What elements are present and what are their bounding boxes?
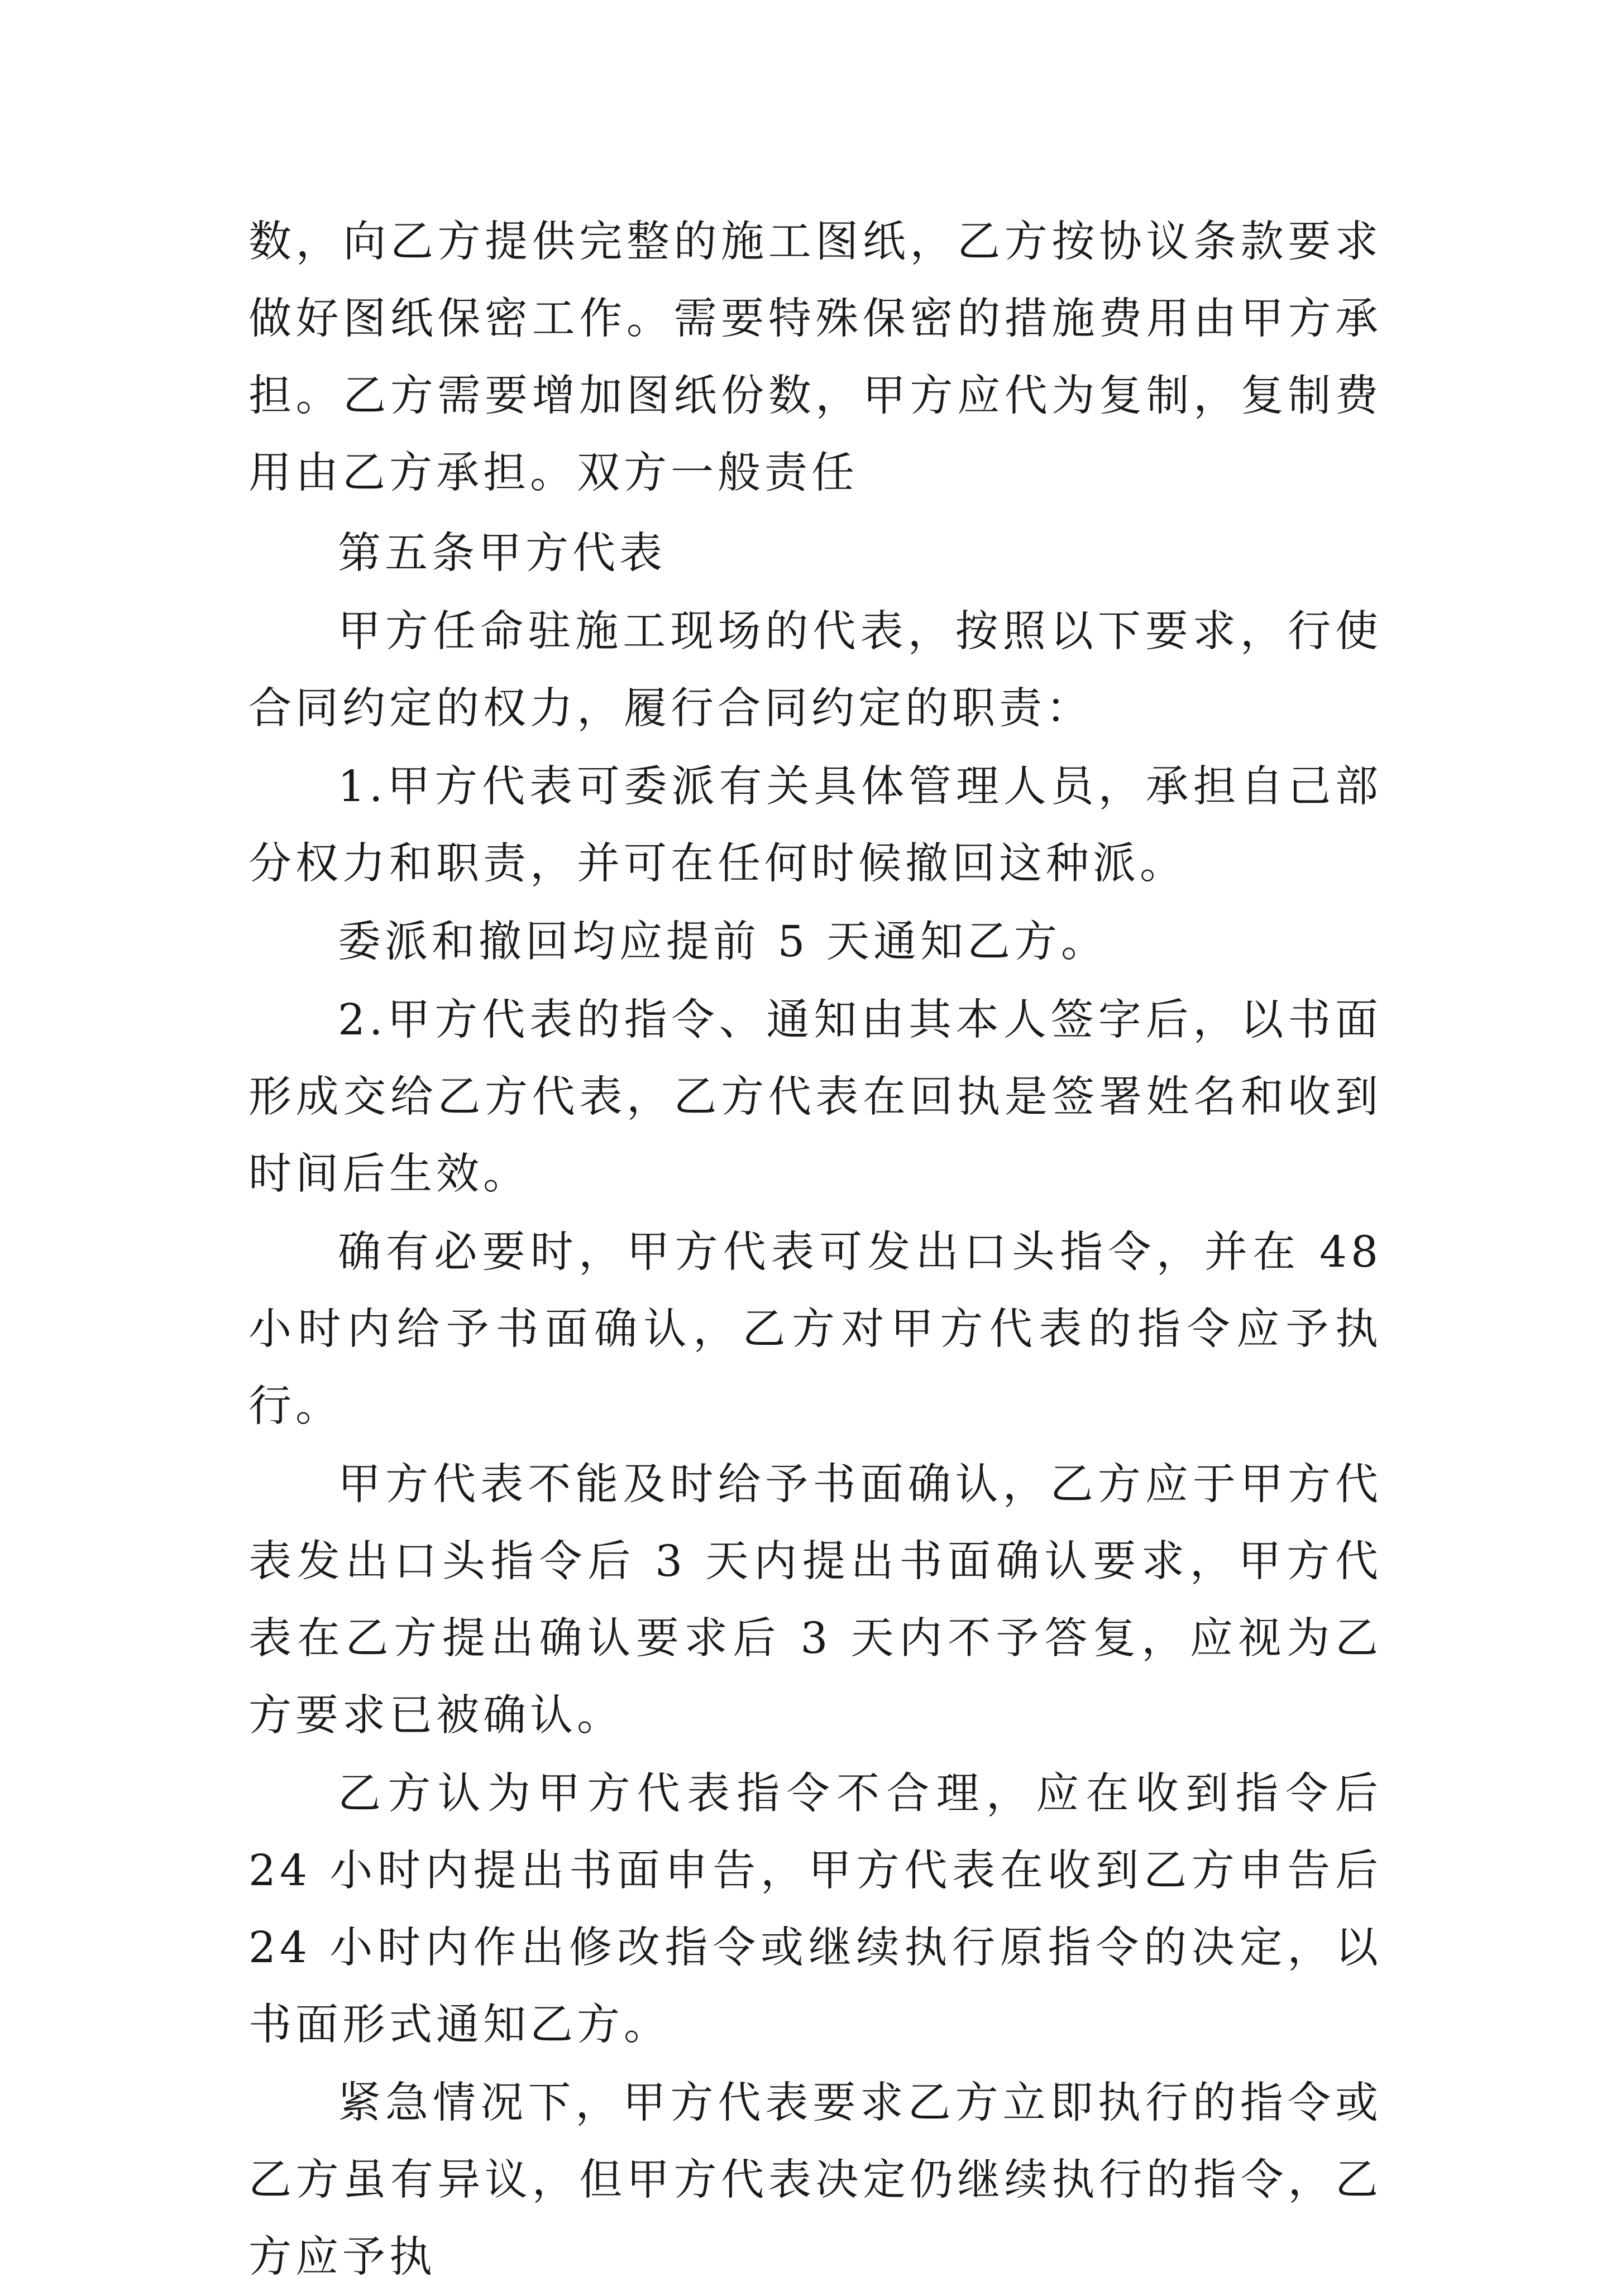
paragraph: 数，向乙方提供完整的施工图纸，乙方按协议条款要求做好图纸保密工作。需要特殊保密的措施费用由甲方承担。乙方需要增加图纸份数，甲方应代为复制，复制费用由乙方承担。双方一般责任 bbox=[248, 217, 1382, 498]
paragraph: 乙方认为甲方代表指令不合理，应在收到指令后 24 小时内提出书面申告，甲方代表在收到乙方申告后 24 小时内作出修改指令或继续执行原指令的决定，以书面形式通知乙方。 bbox=[248, 1769, 1382, 2050]
paragraph: 1.甲方代表可委派有关具体管理人员，承担自己部分权力和职责，并可在任何时候撤回这种派。 bbox=[248, 762, 1382, 889]
document-body bbox=[248, 204, 1382, 2296]
paragraph: 委派和撤回均应提前 5 天通知乙方。 bbox=[338, 917, 1108, 967]
section-heading: 第五条甲方代表 bbox=[338, 529, 666, 578]
paragraph: 确有必要时，甲方代表可发出口头指令，并在 48 小时内给予书面确认，乙方对甲方代表的指令应予执行。 bbox=[248, 1228, 1382, 1431]
paragraph: 2.甲方代表的指令、通知由其本人签字后，以书面形成交给乙方代表，乙方代表在回执是签署姓名和收到时间后生效。 bbox=[248, 995, 1382, 1199]
paragraph: 甲方代表不能及时给予书面确认，乙方应于甲方代表发出口头指令后 3 天内提出书面确认要求，甲方代表在乙方提出确认要求后 3 天内不予答复，应视为乙方要求已被确认。 bbox=[248, 1460, 1382, 1741]
paragraph: 紧急情况下，甲方代表要求乙方立即执行的指令或乙方虽有异议，但甲方代表决定仍继续执行的指令，乙方应予执 bbox=[248, 2078, 1382, 2282]
paragraph: 甲方任命驻施工现场的代表，按照以下要求，行使合同约定的权力，履行合同约定的职责： bbox=[248, 607, 1382, 734]
